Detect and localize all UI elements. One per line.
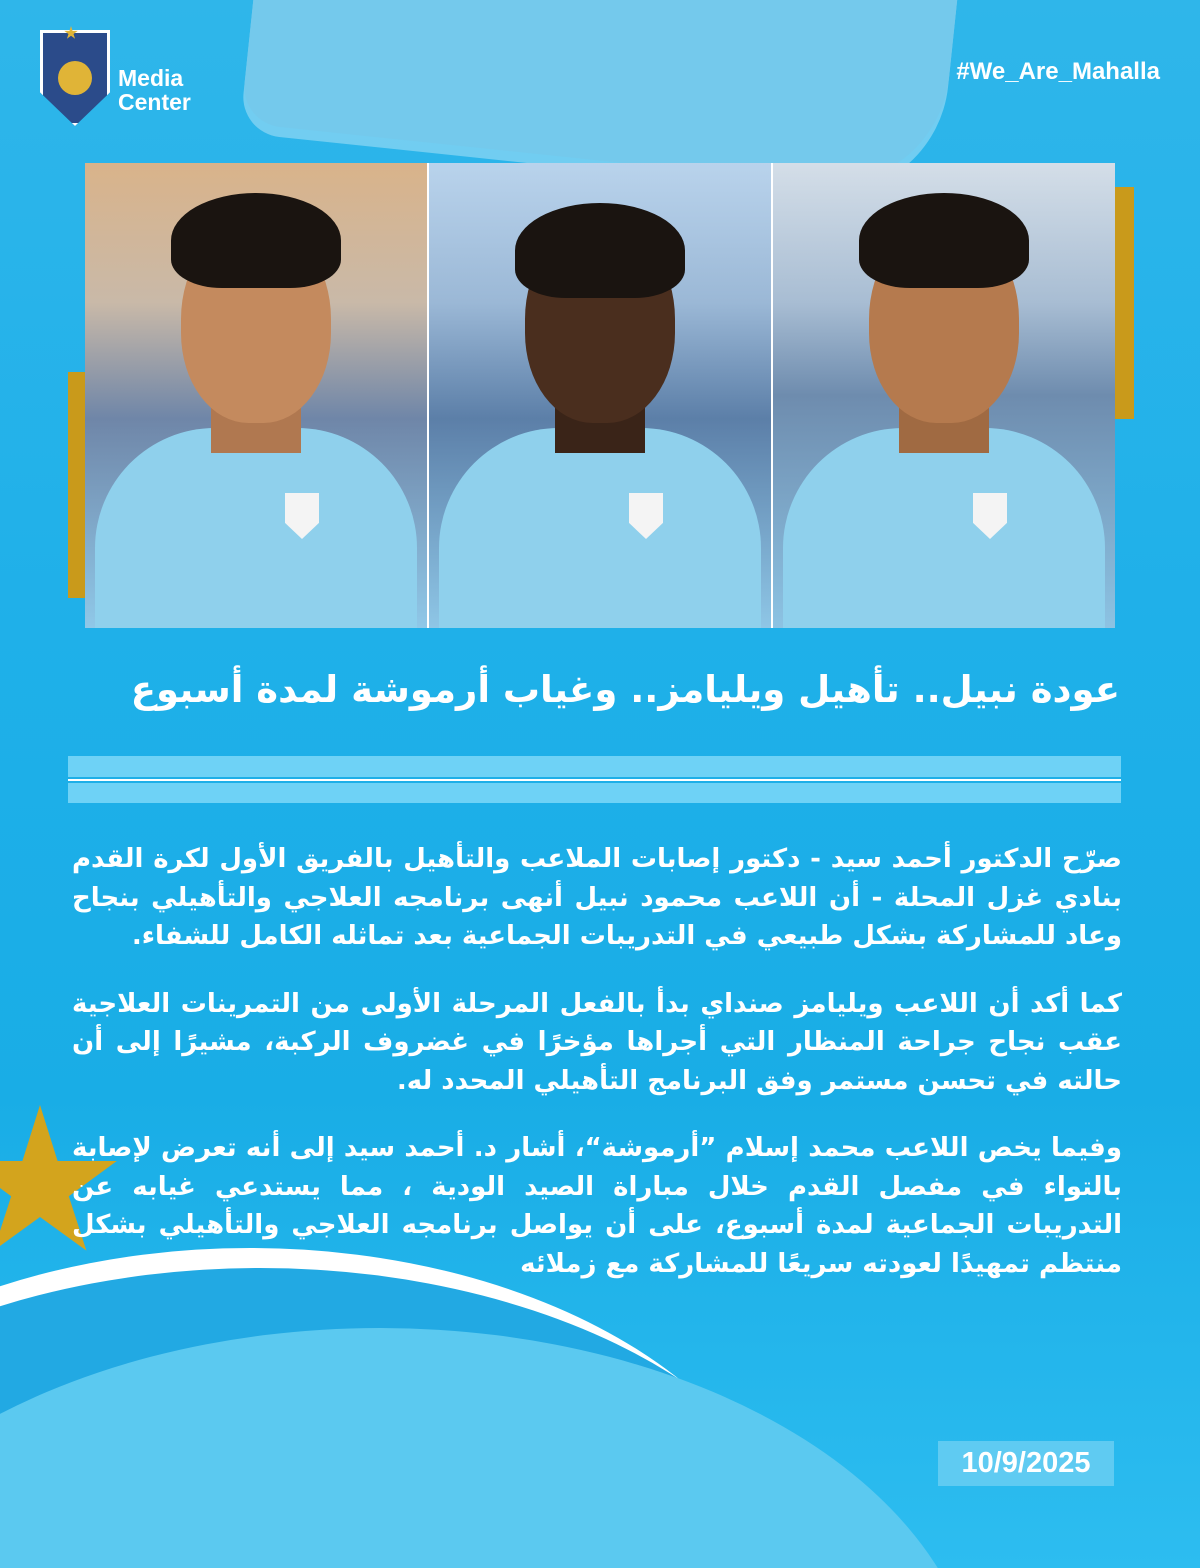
player-hair <box>171 193 341 288</box>
player-hair <box>859 193 1029 288</box>
media-label-line1: Media <box>118 65 184 91</box>
article-paragraph: صرّح الدكتور أحمد سيد - دكتور إصابات الملاعب والتأهيل بالفريق الأول لكرة القدم بنادي غزل المحلة - أن اللاعب محمود نبيل أنهى برنامجه العلاجي والتأهيلي بنجاح وعاد للمشاركة بشكل طبيعي في التدريبات الجماعية بعد تماثله الكامل للشفاء. <box>72 844 1122 951</box>
divider-bar <box>68 756 1121 777</box>
player-hair <box>515 203 685 298</box>
divider-bar <box>68 783 1121 803</box>
player-photo <box>85 163 429 628</box>
article-body <box>72 840 1122 1312</box>
article-paragraph: كما أكد أن اللاعب ويليامز صنداي بدأ بالفعل المرحلة الأولى من التمرينات العلاجية عقب نجاح جراحة المنظار التي أجراها مؤخرًا في غضروف الركبة، مشيرًا إلى أن حالته في تحسن مستمر وفق البرنامج التأهيلي المحدد له. <box>72 988 1122 1096</box>
media-center-label <box>118 66 191 114</box>
media-label-line2: Center <box>118 89 191 115</box>
background-wave <box>0 1328 980 1568</box>
headline: عودة نبيل.. تأهيل ويليامز.. وغياب أرموشة لمدة أسبوع <box>130 668 1120 711</box>
players-photo-strip <box>85 163 1115 628</box>
player-shirt <box>95 428 417 628</box>
divider-line <box>68 779 1121 781</box>
logo-emblem <box>58 61 92 95</box>
article-paragraph: وفيما يخص اللاعب محمد إسلام ”أرموشة“، أشار د. أحمد سيد إلى أنه تعرض لإصابة بالتواء في مفصل القدم خلال مباراة الصيد الودية ، مما يستدعي غيابه عن التدريبات الجماعية لمدة أسبوع، على أن يواصل برنامجه العلاجي والتأهيلي بشكل منتظم تمهيدًا لعودته سريعًا للمشاركة مع زملائه <box>72 1133 1122 1279</box>
player-photo <box>429 163 773 628</box>
player-shirt <box>439 428 761 628</box>
player-photo <box>773 163 1115 628</box>
hashtag: #We_Are_Mahalla <box>956 58 1160 85</box>
date-badge: 10/9/2025 <box>938 1441 1114 1486</box>
player-shirt <box>783 428 1105 628</box>
